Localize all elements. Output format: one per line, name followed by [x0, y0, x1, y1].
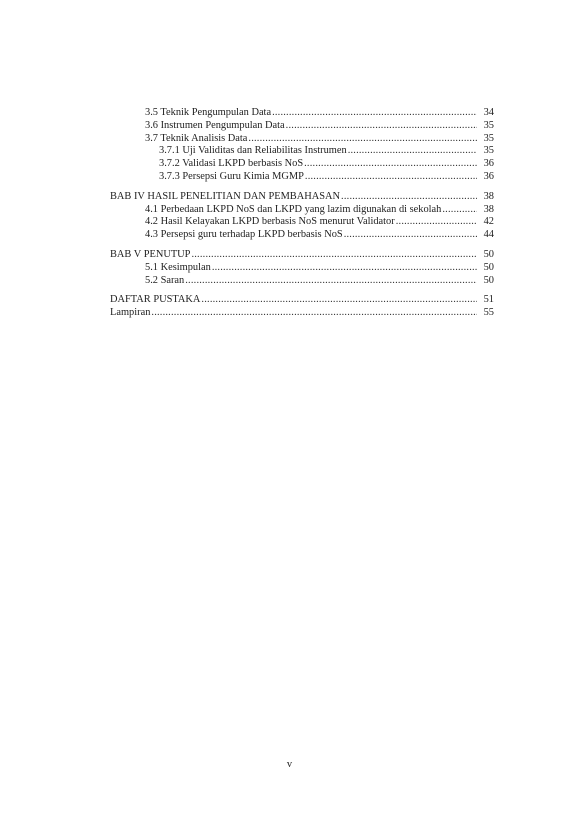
toc-entry-page: 38	[483, 203, 494, 215]
toc-entry	[110, 275, 494, 288]
toc-entry-page: 42	[483, 216, 494, 228]
toc-entry-page: 50	[483, 261, 494, 273]
toc-entry-page: 38	[483, 190, 494, 202]
toc-entry-label: 4.1 Perbedaan LKPD NoS dan LKPD yang lazim digunakan di sekolah	[145, 203, 442, 215]
dot-leader	[151, 307, 477, 320]
table-of-contents	[110, 107, 494, 320]
toc-entry-label: 3.7 Teknik Analisis Data	[145, 132, 248, 144]
toc-entry-label: 4.2 Hasil Kelayakan LKPD berbasis NoS menurut Validator	[145, 216, 395, 228]
dot-leader	[272, 107, 477, 120]
dot-leader	[191, 249, 477, 262]
toc-entry-page: 35	[483, 132, 494, 144]
toc-entry	[110, 204, 494, 217]
toc-entry-page: 35	[483, 145, 494, 157]
toc-entry	[110, 107, 494, 120]
dot-leader	[248, 133, 477, 146]
toc-entry	[110, 229, 494, 242]
group-spacer	[110, 184, 494, 191]
dot-leader	[348, 145, 477, 158]
toc-entry-page: 36	[483, 170, 494, 182]
toc-entry-page: 50	[483, 248, 494, 260]
toc-entry-label: 5.2 Saran	[145, 274, 185, 286]
page-number: v	[286, 759, 293, 770]
toc-entry-label: 3.7.1 Uji Validitas dan Reliabilitas Instrumen	[159, 145, 347, 157]
dot-leader	[304, 158, 477, 171]
dot-leader	[201, 294, 477, 307]
toc-entry	[110, 262, 494, 275]
toc-entry	[110, 133, 494, 146]
toc-entry-label: BAB V PENUTUP	[110, 248, 191, 260]
dot-leader	[305, 171, 477, 184]
toc-entry-page: 34	[483, 107, 494, 118]
toc-entry-label: 3.6 Instrumen Pengumpulan Data	[145, 119, 285, 131]
toc-entry	[110, 191, 494, 204]
toc-entry-page: 35	[483, 119, 494, 131]
dot-leader	[344, 229, 477, 242]
group-spacer	[110, 242, 494, 249]
toc-entry	[110, 294, 494, 307]
group-spacer	[110, 287, 494, 294]
toc-entry	[110, 158, 494, 171]
toc-entry-label: 3.5 Teknik Pengumpulan Data	[145, 107, 272, 118]
toc-entry-page: 44	[483, 229, 494, 241]
dot-leader	[341, 191, 477, 204]
toc-entry	[110, 307, 494, 320]
dot-leader	[442, 204, 477, 217]
dot-leader	[185, 275, 477, 288]
toc-entry-label: Lampiran	[110, 307, 151, 319]
toc-entry-label: 4.3 Persepsi guru terhadap LKPD berbasis NoS	[145, 229, 343, 241]
toc-entry-label: BAB IV HASIL PENELITIAN DAN PEMBAHASAN	[110, 190, 341, 202]
dot-leader	[212, 262, 477, 275]
toc-entry-label: DAFTAR PUSTAKA	[110, 294, 201, 306]
toc-entry	[110, 145, 494, 158]
toc-entry	[110, 249, 494, 262]
dot-leader	[286, 120, 477, 133]
toc-entry-page: 51	[483, 294, 494, 306]
toc-entry-page: 36	[483, 158, 494, 170]
toc-entry-label: 3.7.3 Persepsi Guru Kimia MGMP	[159, 170, 304, 182]
toc-entry	[110, 171, 494, 184]
toc-entry-page: 50	[483, 274, 494, 286]
toc-entry	[110, 216, 494, 229]
toc-entry-label: 5.1 Kesimpulan	[145, 261, 211, 273]
dot-leader	[396, 216, 477, 229]
toc-entry-page: 55	[483, 307, 494, 319]
toc-entry-label: 3.7.2 Validasi LKPD berbasis NoS	[159, 158, 304, 170]
toc-entry	[110, 120, 494, 133]
